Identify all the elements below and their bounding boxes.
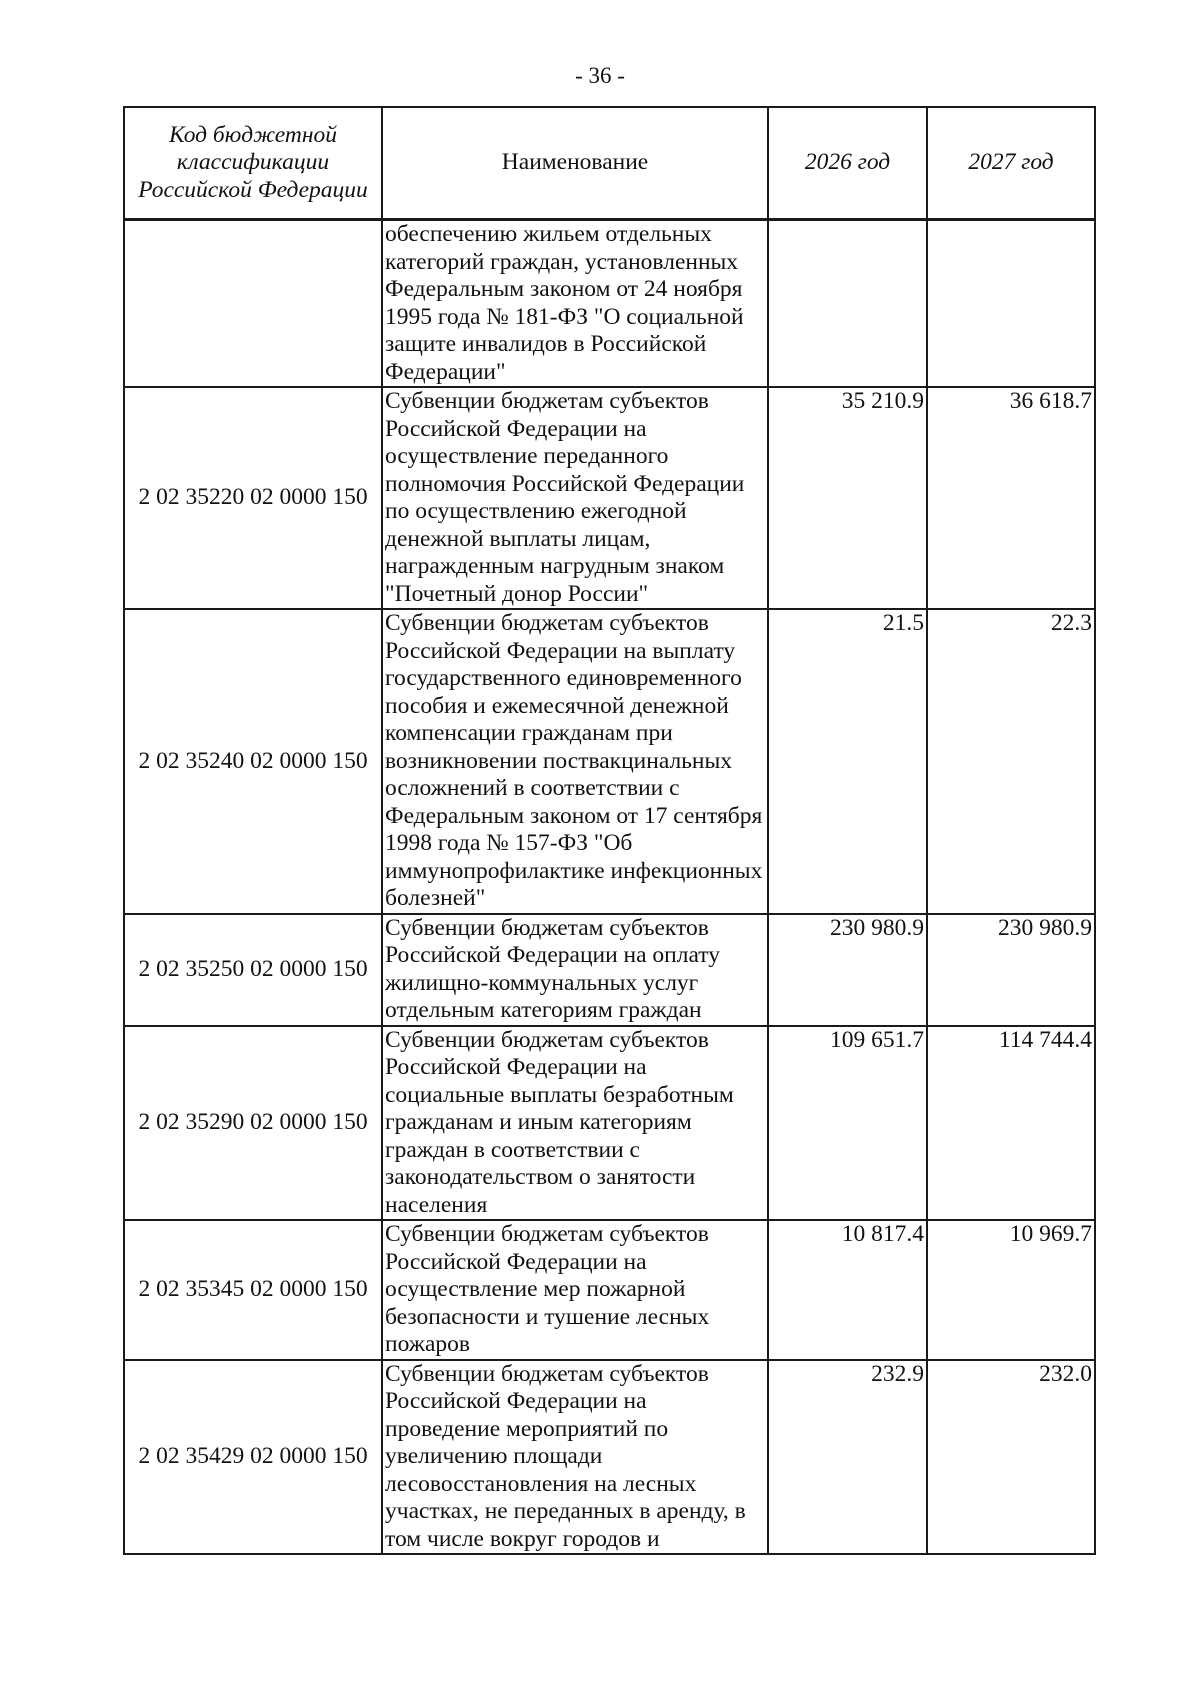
row-code: 2 02 35290 02 0000 150 — [124, 1026, 382, 1221]
row-name: Субвенции бюджетам субъектов Российской Федерации на осуществление переданного полномочия Российской Федерации по осуществлению ежегодной денежной выплаты лицам, награжденным нагрудным знаком "Почетный донор России" — [382, 387, 768, 609]
table-row — [124, 220, 1095, 388]
row-value-2027: 36 618.7 — [927, 387, 1095, 609]
table-header-row — [124, 107, 1095, 220]
table-row — [124, 914, 1095, 1026]
table-row — [124, 609, 1095, 914]
table-row — [124, 1220, 1095, 1360]
row-value-2027: 232.0 — [927, 1360, 1095, 1555]
budget-table — [123, 106, 1096, 1555]
header-year-2026: 2026 год — [768, 107, 927, 220]
row-code — [124, 220, 382, 388]
row-value-2026 — [768, 220, 927, 388]
row-name: обеспечению жильем отдельных категорий граждан, установленных Федеральным законом от 24 ноября 1995 года № 181-ФЗ "О социальной защите инвалидов в Российской Федерации" — [382, 220, 768, 388]
page-number: - 36 - — [575, 63, 625, 88]
header-name: Наименование — [382, 107, 768, 220]
row-value-2026: 21.5 — [768, 609, 927, 914]
row-value-2026: 230 980.9 — [768, 914, 927, 1026]
row-value-2026: 232.9 — [768, 1360, 927, 1555]
row-value-2026: 10 817.4 — [768, 1220, 927, 1360]
row-name: Субвенции бюджетам субъектов Российской Федерации на выплату государственного единовременного пособия и ежемесячной денежной компенсации гражданам при возникновении поствакцинальных осложнений в соответствии с Федеральным законом от 17 сентября 1998 года № 157-ФЗ "Об иммунопрофилактике инфекционных болезней" — [382, 609, 768, 914]
header-year-2027: 2027 год — [927, 107, 1095, 220]
row-name: Субвенции бюджетам субъектов Российской Федерации на социальные выплаты безработным гражданам и иным категориям граждан в соответствии с законодательством о занятости населения — [382, 1026, 768, 1221]
row-code: 2 02 35250 02 0000 150 — [124, 914, 382, 1026]
row-code: 2 02 35429 02 0000 150 — [124, 1360, 382, 1555]
row-name: Субвенции бюджетам субъектов Российской Федерации на проведение мероприятий по увеличению площади лесовосстановления на лесных участках, не переданных в аренду, в том числе вокруг городов и — [382, 1360, 768, 1555]
row-code: 2 02 35240 02 0000 150 — [124, 609, 382, 914]
table-row — [124, 1026, 1095, 1221]
row-code: 2 02 35220 02 0000 150 — [124, 387, 382, 609]
row-value-2027: 22.3 — [927, 609, 1095, 914]
row-name: Субвенции бюджетам субъектов Российской Федерации на осуществление мер пожарной безопасности и тушение лесных пожаров — [382, 1220, 768, 1360]
header-code: Код бюджетной классификации Российской Федерации — [124, 107, 382, 220]
row-name: Субвенции бюджетам субъектов Российской Федерации на оплату жилищно-коммунальных услуг отдельным категориям граждан — [382, 914, 768, 1026]
row-value-2027: 230 980.9 — [927, 914, 1095, 1026]
row-value-2026: 35 210.9 — [768, 387, 927, 609]
row-value-2027 — [927, 220, 1095, 388]
row-value-2026: 109 651.7 — [768, 1026, 927, 1221]
table-row — [124, 387, 1095, 609]
row-value-2027: 10 969.7 — [927, 1220, 1095, 1360]
row-value-2027: 114 744.4 — [927, 1026, 1095, 1221]
table-row — [124, 1360, 1095, 1555]
row-code: 2 02 35345 02 0000 150 — [124, 1220, 382, 1360]
